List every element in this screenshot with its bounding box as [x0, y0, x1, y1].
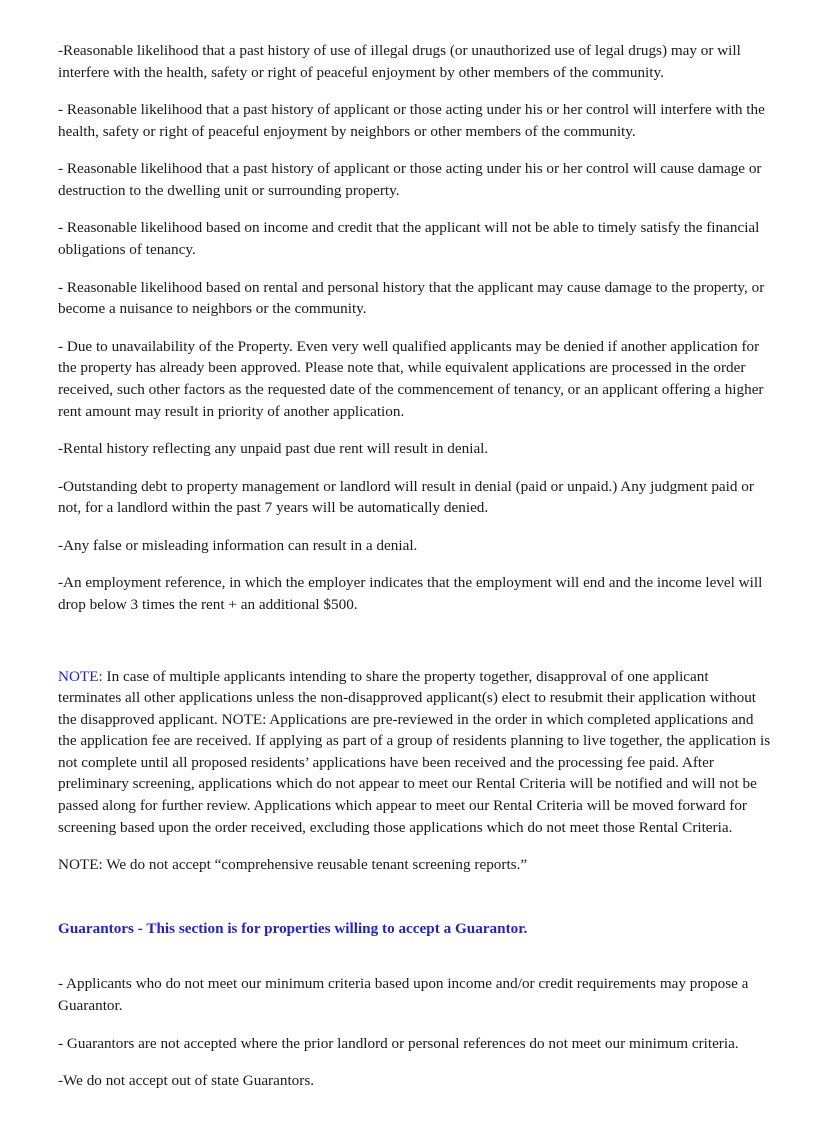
guarantor-section-heading: Guarantors - This section is for properties willing to accept a Guarantor.: [58, 919, 528, 937]
criteria-paragraph: -Outstanding debt to property management or landlord will result in denial (paid or unpaid.) Any judgment paid or not, for a landlord within the past 7 years will be automatically denied.: [58, 477, 754, 517]
criteria-paragraph: - Reasonable likelihood that a past history of applicant or those acting under his or her control will cause damage or destruction to the dwelling unit or surrounding property.: [58, 160, 762, 199]
criteria-paragraph: - Reasonable likelihood based on rental and personal history that the applicant may cause damage to the property, or become a nuisance to neighbors or the community.: [58, 278, 765, 318]
note-body: In case of multiple applicants intending to share the property together, disapproval of one applicant terminates all other applications unless the non-disapproved applicant(s) elect to resubmit their application without the disapproved applicant. NOTE: Applications are pre-reviewed in the order in which completed applications and the application fee are received. If applying as part of a group of residents planning to live together, the application is not complete until all proposed residents’ applications have been received and the processing fee paid. After preliminary screening, applications which do not appear to meet our Rental Criteria will be notified and will not be passed along for further review. Applications which appear to meet our Rental Criteria will be moved forward for screening based upon the order received, excluding those applications which do not meet those Rental Criteria.: [58, 667, 771, 836]
section-spacer: [58, 632, 775, 666]
section-spacer: [58, 892, 775, 918]
criteria-paragraph: -Reasonable likelihood that a past history of use of illegal drugs (or unauthorized use of legal drugs) may or will interfere with the health, safety or right of peaceful enjoyment by other members of the community.: [58, 42, 741, 81]
note-label: NOTE:: [58, 667, 103, 685]
note-second-paragraph: NOTE: We do not accept “comprehensive reusable tenant screening reports.”: [58, 856, 528, 874]
criteria-paragraph: - Due to unavailability of the Property. Even very well qualified applicants may be denied if another application for the property has already been approved. Please note that, while equivalent applications are processed in the order received, such other factors as the requested date of the commencement of tenancy, or an applicant offering a higher rent amount may result in priority of another application.: [58, 337, 764, 420]
note-paragraph: [58, 666, 775, 839]
guarantor-paragraph: - Applicants who do not meet our minimum criteria based upon income and/or credit requirements may propose a Guarantor.: [58, 975, 749, 1014]
guarantor-paragraph: - Guarantors are not accepted where the prior landlord or personal references do not meet our minimum criteria.: [58, 1034, 739, 1052]
criteria-paragraph: -Rental history reflecting any unpaid past due rent will result in denial.: [58, 440, 489, 458]
criteria-paragraph: - Reasonable likelihood based on income and credit that the applicant will not be able to timely satisfy the financial obligations of tenancy.: [58, 219, 760, 259]
criteria-paragraph: -An employment reference, in which the employer indicates that the employment will end and the income level will drop below 3 times the rent + an additional $500.: [58, 574, 763, 613]
guarantor-paragraph: -We do not accept out of state Guarantors.: [58, 1072, 315, 1090]
criteria-paragraph: -Any false or misleading information can result in a denial.: [58, 536, 418, 554]
section-spacer: [58, 939, 775, 973]
criteria-paragraph: - Reasonable likelihood that a past history of applicant or those acting under his or her control will interfere with the health, safety or right of peaceful enjoyment by neighbors or other members of the community.: [58, 101, 765, 140]
